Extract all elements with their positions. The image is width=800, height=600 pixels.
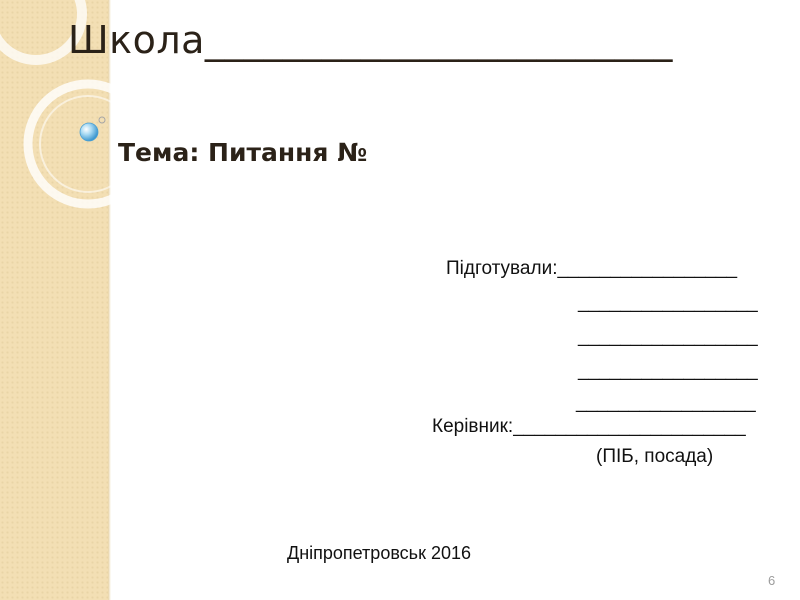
city-year: Дніпропетровськ 2016 [287,543,471,563]
prepared-by-line: Підготували:_________________ [446,258,738,279]
slide-subtitle: Тема: Питання № [118,138,368,167]
blank-line-4: _________________ [576,392,756,413]
slide-title: Школа________________________ [68,18,673,62]
decorative-bubble-blue [80,123,98,141]
decorative-bubble-small [99,117,105,123]
blank-line-3: _________________ [578,360,758,381]
blank-line-2: _________________ [578,326,758,347]
blank-line-1: _________________ [578,292,758,313]
supervisor-line: Керівник:______________________ [432,416,746,437]
page-number: 6 [768,573,776,588]
supervisor-hint: (ПІБ, посада) [596,446,714,467]
